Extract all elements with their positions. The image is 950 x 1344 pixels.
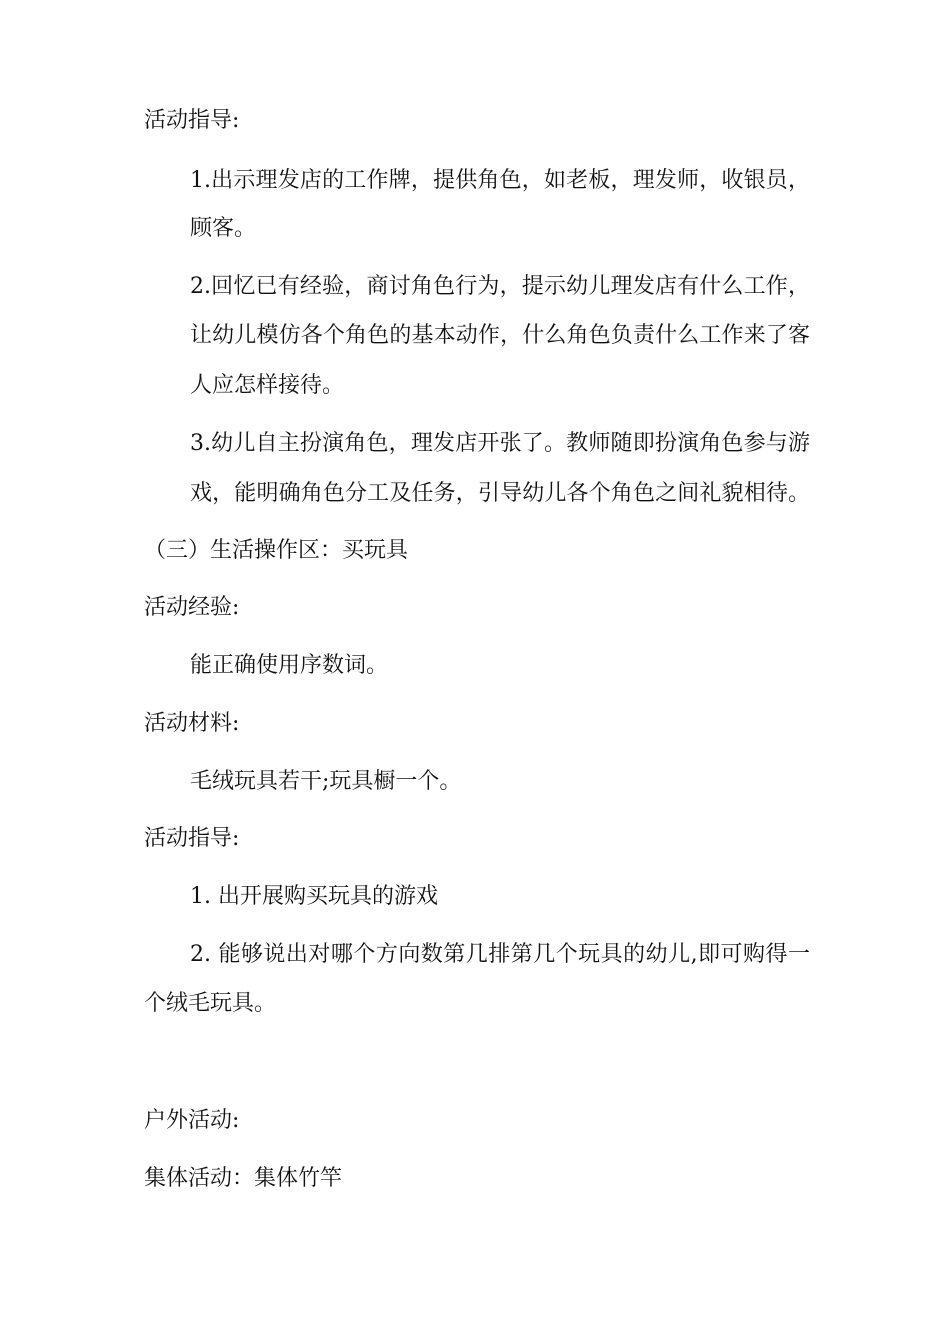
paragraph-line: 让幼儿模仿各个角色的基本动作，什么角色负责什么工作来了客 bbox=[190, 323, 810, 348]
heading-activity-guidance: 活动指导: bbox=[144, 108, 240, 133]
paragraph-line: 1. 出开展购买玩具的游戏 bbox=[190, 884, 438, 909]
paragraph-line: 能正确使用序数词。 bbox=[190, 653, 389, 678]
paragraph-line: 个绒毛玩具。 bbox=[144, 991, 277, 1016]
heading-activity-experience: 活动经验: bbox=[144, 595, 240, 620]
heading-activity-guidance: 活动指导: bbox=[144, 826, 240, 851]
paragraph-line: 3.幼儿自主扮演角色，理发店开张了。教师随即扮演角色参与游 bbox=[190, 431, 810, 456]
section-heading-life-operation: （三）生活操作区：买玩具 bbox=[144, 538, 409, 563]
heading-outdoor-activity: 户外活动: bbox=[144, 1108, 240, 1133]
heading-activity-materials: 活动材料: bbox=[144, 711, 240, 736]
paragraph-line: 人应怎样接待。 bbox=[190, 373, 345, 398]
paragraph-line: 顾客。 bbox=[190, 216, 257, 241]
paragraph-line: 毛绒玩具若干;玩具橱一个。 bbox=[190, 769, 462, 794]
paragraph-line: 2. 能够说出对哪个方向数第几排第几个玩具的幼儿,即可购得一 bbox=[190, 942, 810, 967]
heading-group-activity: 集体活动：集体竹竿 bbox=[144, 1166, 343, 1191]
paragraph-line: 戏，能明确角色分工及任务，引导幼儿各个角色之间礼貌相待。 bbox=[190, 481, 810, 506]
paragraph-line: 2.回忆已有经验，商讨角色行为，提示幼儿理发店有什么工作， bbox=[190, 274, 810, 299]
paragraph-line: 1.出示理发店的工作牌，提供角色，如老板，理发师，收银员， bbox=[190, 168, 810, 193]
